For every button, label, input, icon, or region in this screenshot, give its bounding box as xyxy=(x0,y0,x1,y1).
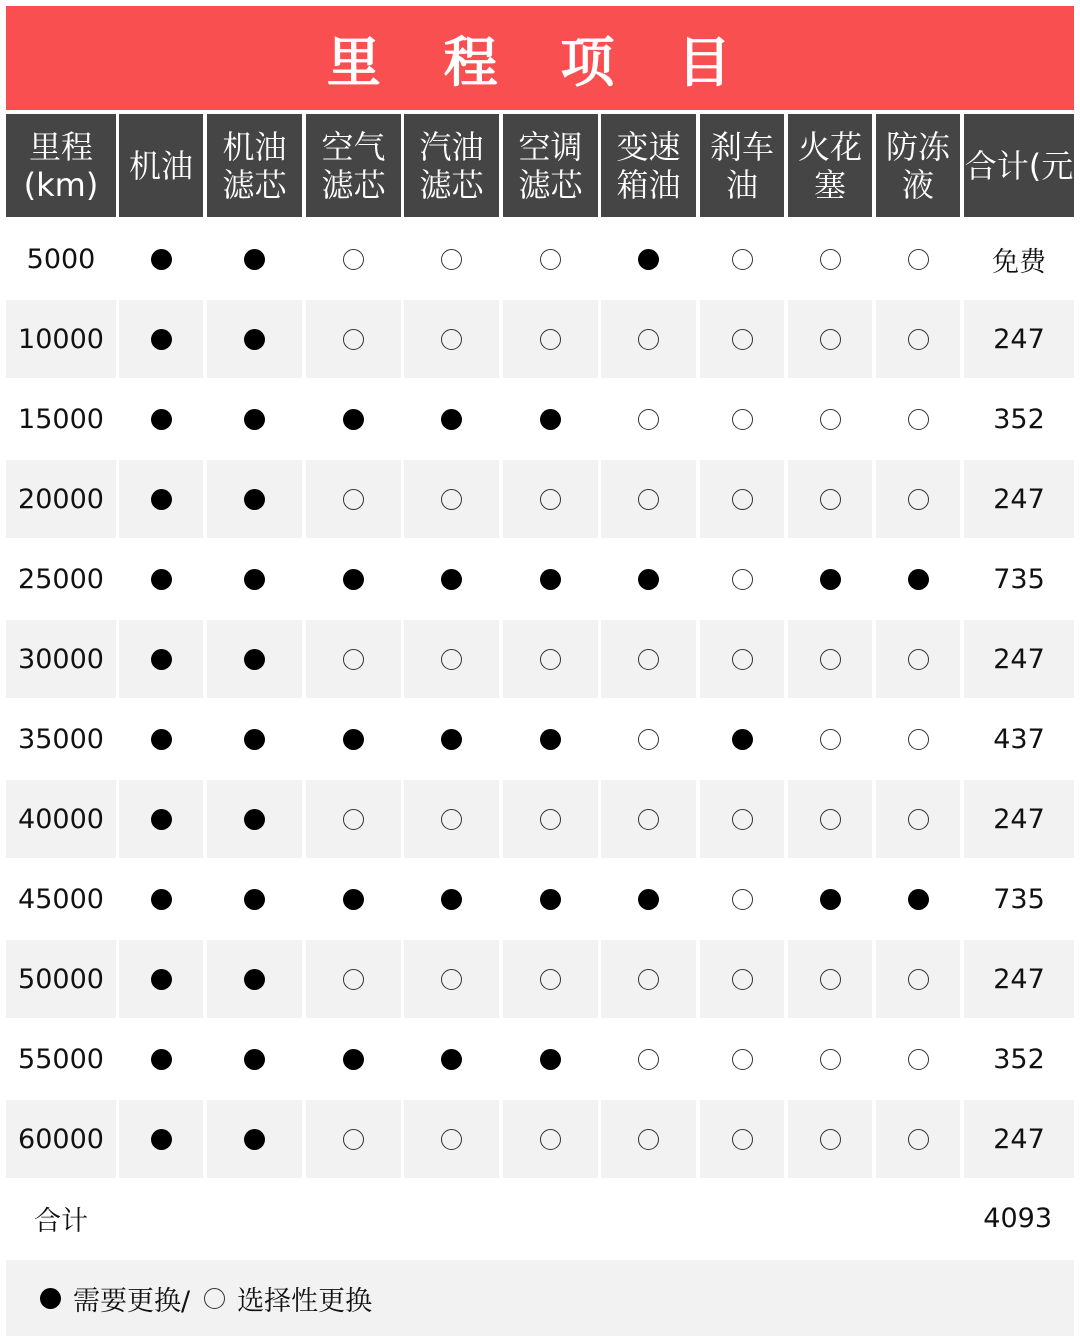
item-cell xyxy=(119,1100,203,1178)
empty-dot-icon xyxy=(540,489,561,510)
item-cell xyxy=(207,700,302,778)
empty-dot-icon xyxy=(732,1129,753,1150)
empty-dot-icon xyxy=(343,969,364,990)
empty-dot-icon xyxy=(441,249,462,270)
cost-cell: 352 xyxy=(993,1043,1045,1075)
column-header xyxy=(119,114,203,217)
item-cell xyxy=(876,780,960,858)
column-header xyxy=(207,114,302,217)
total-row xyxy=(6,1180,1074,1256)
empty-dot-icon xyxy=(441,489,462,510)
column-header xyxy=(601,114,696,217)
empty-dot-icon xyxy=(820,809,841,830)
filled-dot-icon xyxy=(908,569,929,590)
cost-cell: 免费 xyxy=(992,246,1046,278)
cost-cell: 735 xyxy=(993,883,1045,915)
item-cell xyxy=(207,1100,302,1178)
item-cell xyxy=(788,1100,872,1178)
empty-dot-icon xyxy=(343,249,364,270)
empty-dot-icon xyxy=(638,729,659,750)
item-cell xyxy=(306,540,401,618)
empty-dot-icon xyxy=(732,809,753,830)
item-cell xyxy=(306,700,401,778)
filled-dot-icon xyxy=(540,569,561,590)
cost-cell: 247 xyxy=(964,780,1074,858)
empty-dot-icon xyxy=(820,729,841,750)
filled-dot-icon xyxy=(638,569,659,590)
filled-dot-icon xyxy=(820,569,841,590)
column-header xyxy=(964,114,1074,217)
item-cell xyxy=(207,1020,302,1098)
item-cell xyxy=(404,620,499,698)
cost-cell: 247 xyxy=(964,940,1074,1018)
table-row xyxy=(6,380,1074,458)
item-cell xyxy=(404,220,499,298)
mileage-cell: 60000 xyxy=(6,1100,116,1178)
legend-required-label: 需要更换/ xyxy=(73,1285,191,1317)
item-cell xyxy=(207,460,302,538)
item-cell xyxy=(503,780,598,858)
column-header-label: 防冻 液 xyxy=(885,127,950,204)
item-cell xyxy=(788,860,872,938)
column-header xyxy=(6,114,116,217)
filled-dot-icon xyxy=(151,649,172,670)
empty-dot-icon xyxy=(732,569,753,590)
item-cell xyxy=(503,940,598,1018)
empty-dot-icon xyxy=(204,1288,225,1309)
cost-cell: 247 xyxy=(964,620,1074,698)
empty-dot-icon xyxy=(908,649,929,670)
empty-dot-icon xyxy=(820,649,841,670)
empty-dot-icon xyxy=(732,249,753,270)
filled-dot-icon xyxy=(244,1049,265,1070)
column-header-label: 合计(元 xyxy=(964,146,1074,185)
item-cell xyxy=(503,540,598,618)
table-row xyxy=(6,1100,1074,1178)
column-header xyxy=(404,114,499,217)
item-cell xyxy=(788,460,872,538)
empty-dot-icon xyxy=(732,329,753,350)
item-cell xyxy=(404,940,499,1018)
table-row xyxy=(6,300,1074,378)
empty-dot-icon xyxy=(820,489,841,510)
item-cell xyxy=(876,460,960,538)
filled-dot-icon xyxy=(151,489,172,510)
item-cell xyxy=(601,220,696,298)
item-cell xyxy=(503,380,598,458)
empty-dot-icon xyxy=(540,649,561,670)
filled-dot-icon xyxy=(638,889,659,910)
item-cell xyxy=(119,620,203,698)
table-row xyxy=(6,780,1074,858)
filled-dot-icon xyxy=(40,1288,61,1309)
item-cell xyxy=(788,940,872,1018)
table-row xyxy=(6,1020,1074,1098)
filled-dot-icon xyxy=(151,1049,172,1070)
table-row xyxy=(6,540,1074,618)
mileage-cell: 20000 xyxy=(6,460,116,538)
item-cell xyxy=(601,860,696,938)
table-row xyxy=(6,940,1074,1018)
column-header-label: 机油 滤芯 xyxy=(222,127,287,204)
item-cell xyxy=(788,700,872,778)
item-cell xyxy=(404,1020,499,1098)
column-header-label: 变速 箱油 xyxy=(616,127,681,204)
filled-dot-icon xyxy=(343,409,364,430)
total-value: 4093 xyxy=(983,1202,1052,1234)
empty-dot-icon xyxy=(732,489,753,510)
item-cell xyxy=(700,1020,784,1098)
mileage-cell: 25000 xyxy=(18,563,104,595)
legend-optional-label: 选择性更换 xyxy=(237,1285,373,1317)
item-cell xyxy=(503,860,598,938)
item-cell xyxy=(503,460,598,538)
empty-dot-icon xyxy=(638,649,659,670)
empty-dot-icon xyxy=(343,809,364,830)
filled-dot-icon xyxy=(244,489,265,510)
empty-dot-icon xyxy=(732,1049,753,1070)
column-header-label: 空气 滤芯 xyxy=(321,127,386,204)
filled-dot-icon xyxy=(540,729,561,750)
filled-dot-icon xyxy=(244,1129,265,1150)
item-cell xyxy=(119,1020,203,1098)
empty-dot-icon xyxy=(908,809,929,830)
item-cell xyxy=(306,780,401,858)
item-cell xyxy=(876,620,960,698)
item-cell xyxy=(306,1020,401,1098)
empty-dot-icon xyxy=(820,249,841,270)
item-cell xyxy=(119,940,203,1018)
column-header-label: 汽油 滤芯 xyxy=(419,127,484,204)
item-cell xyxy=(601,460,696,538)
empty-dot-icon xyxy=(441,1129,462,1150)
item-cell xyxy=(788,300,872,378)
mileage-cell: 10000 xyxy=(6,300,116,378)
cost-cell: 735 xyxy=(993,563,1045,595)
empty-dot-icon xyxy=(441,649,462,670)
filled-dot-icon xyxy=(244,409,265,430)
total-label: 合计 xyxy=(34,1205,88,1237)
item-cell xyxy=(404,300,499,378)
item-cell xyxy=(700,380,784,458)
item-cell xyxy=(876,380,960,458)
item-cell xyxy=(119,380,203,458)
item-cell xyxy=(306,460,401,538)
item-cell xyxy=(207,860,302,938)
cost-cell: 247 xyxy=(964,300,1074,378)
empty-dot-icon xyxy=(908,1129,929,1150)
item-cell xyxy=(876,700,960,778)
item-cell xyxy=(601,300,696,378)
item-cell xyxy=(119,540,203,618)
filled-dot-icon xyxy=(244,729,265,750)
empty-dot-icon xyxy=(638,489,659,510)
item-cell xyxy=(404,1100,499,1178)
filled-dot-icon xyxy=(244,329,265,350)
filled-dot-icon xyxy=(441,1049,462,1070)
item-cell xyxy=(404,860,499,938)
empty-dot-icon xyxy=(908,489,929,510)
item-cell xyxy=(207,620,302,698)
filled-dot-icon xyxy=(343,569,364,590)
item-cell xyxy=(601,700,696,778)
empty-dot-icon xyxy=(732,889,753,910)
cost-cell: 247 xyxy=(964,460,1074,538)
item-cell xyxy=(306,620,401,698)
item-cell xyxy=(306,300,401,378)
empty-dot-icon xyxy=(732,969,753,990)
empty-dot-icon xyxy=(908,409,929,430)
item-cell xyxy=(700,860,784,938)
item-cell xyxy=(601,620,696,698)
item-cell xyxy=(601,540,696,618)
item-cell xyxy=(876,300,960,378)
filled-dot-icon xyxy=(151,249,172,270)
item-cell xyxy=(404,380,499,458)
item-cell xyxy=(788,1020,872,1098)
item-cell xyxy=(503,1100,598,1178)
column-header xyxy=(306,114,401,217)
filled-dot-icon xyxy=(151,329,172,350)
item-cell xyxy=(503,700,598,778)
column-header xyxy=(503,114,598,217)
filled-dot-icon xyxy=(638,249,659,270)
table-row xyxy=(6,620,1074,698)
item-cell xyxy=(404,460,499,538)
item-cell xyxy=(700,700,784,778)
empty-dot-icon xyxy=(343,489,364,510)
table-row xyxy=(6,700,1074,778)
mileage-cell: 50000 xyxy=(6,940,116,1018)
item-cell xyxy=(404,700,499,778)
filled-dot-icon xyxy=(441,889,462,910)
empty-dot-icon xyxy=(540,1129,561,1150)
mileage-cell: 35000 xyxy=(18,723,104,755)
item-cell xyxy=(306,940,401,1018)
item-cell xyxy=(207,540,302,618)
item-cell xyxy=(207,380,302,458)
item-cell xyxy=(700,780,784,858)
empty-dot-icon xyxy=(638,329,659,350)
item-cell xyxy=(788,540,872,618)
item-cell xyxy=(700,540,784,618)
empty-dot-icon xyxy=(820,1129,841,1150)
item-cell xyxy=(601,780,696,858)
item-cell xyxy=(503,1020,598,1098)
item-cell xyxy=(700,460,784,538)
mileage-cell: 30000 xyxy=(6,620,116,698)
table-row xyxy=(6,220,1074,298)
item-cell xyxy=(207,220,302,298)
empty-dot-icon xyxy=(638,1129,659,1150)
empty-dot-icon xyxy=(908,969,929,990)
empty-dot-icon xyxy=(343,1129,364,1150)
filled-dot-icon xyxy=(244,569,265,590)
filled-dot-icon xyxy=(343,1049,364,1070)
column-header xyxy=(876,114,960,217)
item-cell xyxy=(119,860,203,938)
empty-dot-icon xyxy=(638,409,659,430)
item-cell xyxy=(601,1100,696,1178)
filled-dot-icon xyxy=(244,969,265,990)
mileage-cell: 5000 xyxy=(26,243,96,275)
filled-dot-icon xyxy=(244,889,265,910)
empty-dot-icon xyxy=(638,969,659,990)
filled-dot-icon xyxy=(820,889,841,910)
filled-dot-icon xyxy=(151,409,172,430)
column-header-label: 机油 xyxy=(128,146,193,185)
empty-dot-icon xyxy=(732,409,753,430)
empty-dot-icon xyxy=(343,329,364,350)
filled-dot-icon xyxy=(540,1049,561,1070)
filled-dot-icon xyxy=(151,969,172,990)
page-title: 里 程 项 目 xyxy=(6,6,1074,110)
filled-dot-icon xyxy=(441,569,462,590)
column-header-label: 火花 塞 xyxy=(797,127,862,204)
table-row xyxy=(6,460,1074,538)
item-cell xyxy=(119,300,203,378)
empty-dot-icon xyxy=(638,809,659,830)
filled-dot-icon xyxy=(343,729,364,750)
item-cell xyxy=(503,220,598,298)
filled-dot-icon xyxy=(732,729,753,750)
table-row xyxy=(6,860,1074,938)
mileage-cell: 40000 xyxy=(6,780,116,858)
empty-dot-icon xyxy=(732,649,753,670)
item-cell xyxy=(788,220,872,298)
cost-cell: 352 xyxy=(993,403,1045,435)
filled-dot-icon xyxy=(540,409,561,430)
empty-dot-icon xyxy=(441,969,462,990)
item-cell xyxy=(119,460,203,538)
cost-cell: 437 xyxy=(993,723,1045,755)
item-cell xyxy=(306,380,401,458)
column-header-label: 空调 滤芯 xyxy=(518,127,583,204)
mileage-cell: 15000 xyxy=(18,403,104,435)
item-cell xyxy=(207,780,302,858)
filled-dot-icon xyxy=(540,889,561,910)
item-cell xyxy=(876,1020,960,1098)
cost-cell: 247 xyxy=(964,1100,1074,1178)
item-cell xyxy=(876,1100,960,1178)
empty-dot-icon xyxy=(820,329,841,350)
item-cell xyxy=(700,300,784,378)
item-cell xyxy=(119,780,203,858)
legend xyxy=(6,1260,1074,1336)
item-cell xyxy=(876,860,960,938)
item-cell xyxy=(207,300,302,378)
column-header xyxy=(788,114,872,217)
filled-dot-icon xyxy=(151,569,172,590)
item-cell xyxy=(876,220,960,298)
column-header xyxy=(700,114,784,217)
empty-dot-icon xyxy=(343,649,364,670)
empty-dot-icon xyxy=(908,1049,929,1070)
item-cell xyxy=(788,620,872,698)
mileage-cell: 55000 xyxy=(18,1043,104,1075)
filled-dot-icon xyxy=(441,729,462,750)
item-cell xyxy=(876,940,960,1018)
item-cell xyxy=(601,380,696,458)
empty-dot-icon xyxy=(540,969,561,990)
column-header-label: 刹车 油 xyxy=(709,127,774,204)
empty-dot-icon xyxy=(908,329,929,350)
empty-dot-icon xyxy=(441,329,462,350)
filled-dot-icon xyxy=(244,649,265,670)
item-cell xyxy=(306,220,401,298)
filled-dot-icon xyxy=(908,889,929,910)
filled-dot-icon xyxy=(441,409,462,430)
item-cell xyxy=(700,940,784,1018)
item-cell xyxy=(119,220,203,298)
empty-dot-icon xyxy=(820,969,841,990)
filled-dot-icon xyxy=(244,809,265,830)
item-cell xyxy=(788,780,872,858)
filled-dot-icon xyxy=(244,249,265,270)
item-cell xyxy=(601,1020,696,1098)
filled-dot-icon xyxy=(343,889,364,910)
empty-dot-icon xyxy=(441,809,462,830)
item-cell xyxy=(601,940,696,1018)
item-cell xyxy=(306,860,401,938)
item-cell xyxy=(876,540,960,618)
empty-dot-icon xyxy=(540,329,561,350)
item-cell xyxy=(306,1100,401,1178)
filled-dot-icon xyxy=(151,809,172,830)
empty-dot-icon xyxy=(638,1049,659,1070)
item-cell xyxy=(503,620,598,698)
empty-dot-icon xyxy=(820,1049,841,1070)
item-cell xyxy=(404,780,499,858)
filled-dot-icon xyxy=(151,729,172,750)
empty-dot-icon xyxy=(908,249,929,270)
empty-dot-icon xyxy=(540,809,561,830)
item-cell xyxy=(119,700,203,778)
item-cell xyxy=(788,380,872,458)
column-header-label: 里程 (km) xyxy=(23,127,99,204)
item-cell xyxy=(207,940,302,1018)
item-cell xyxy=(404,540,499,618)
mileage-cell: 45000 xyxy=(18,883,104,915)
filled-dot-icon xyxy=(151,889,172,910)
empty-dot-icon xyxy=(908,729,929,750)
filled-dot-icon xyxy=(151,1129,172,1150)
item-cell xyxy=(503,300,598,378)
empty-dot-icon xyxy=(540,249,561,270)
item-cell xyxy=(700,1100,784,1178)
item-cell xyxy=(700,620,784,698)
empty-dot-icon xyxy=(820,409,841,430)
item-cell xyxy=(700,220,784,298)
